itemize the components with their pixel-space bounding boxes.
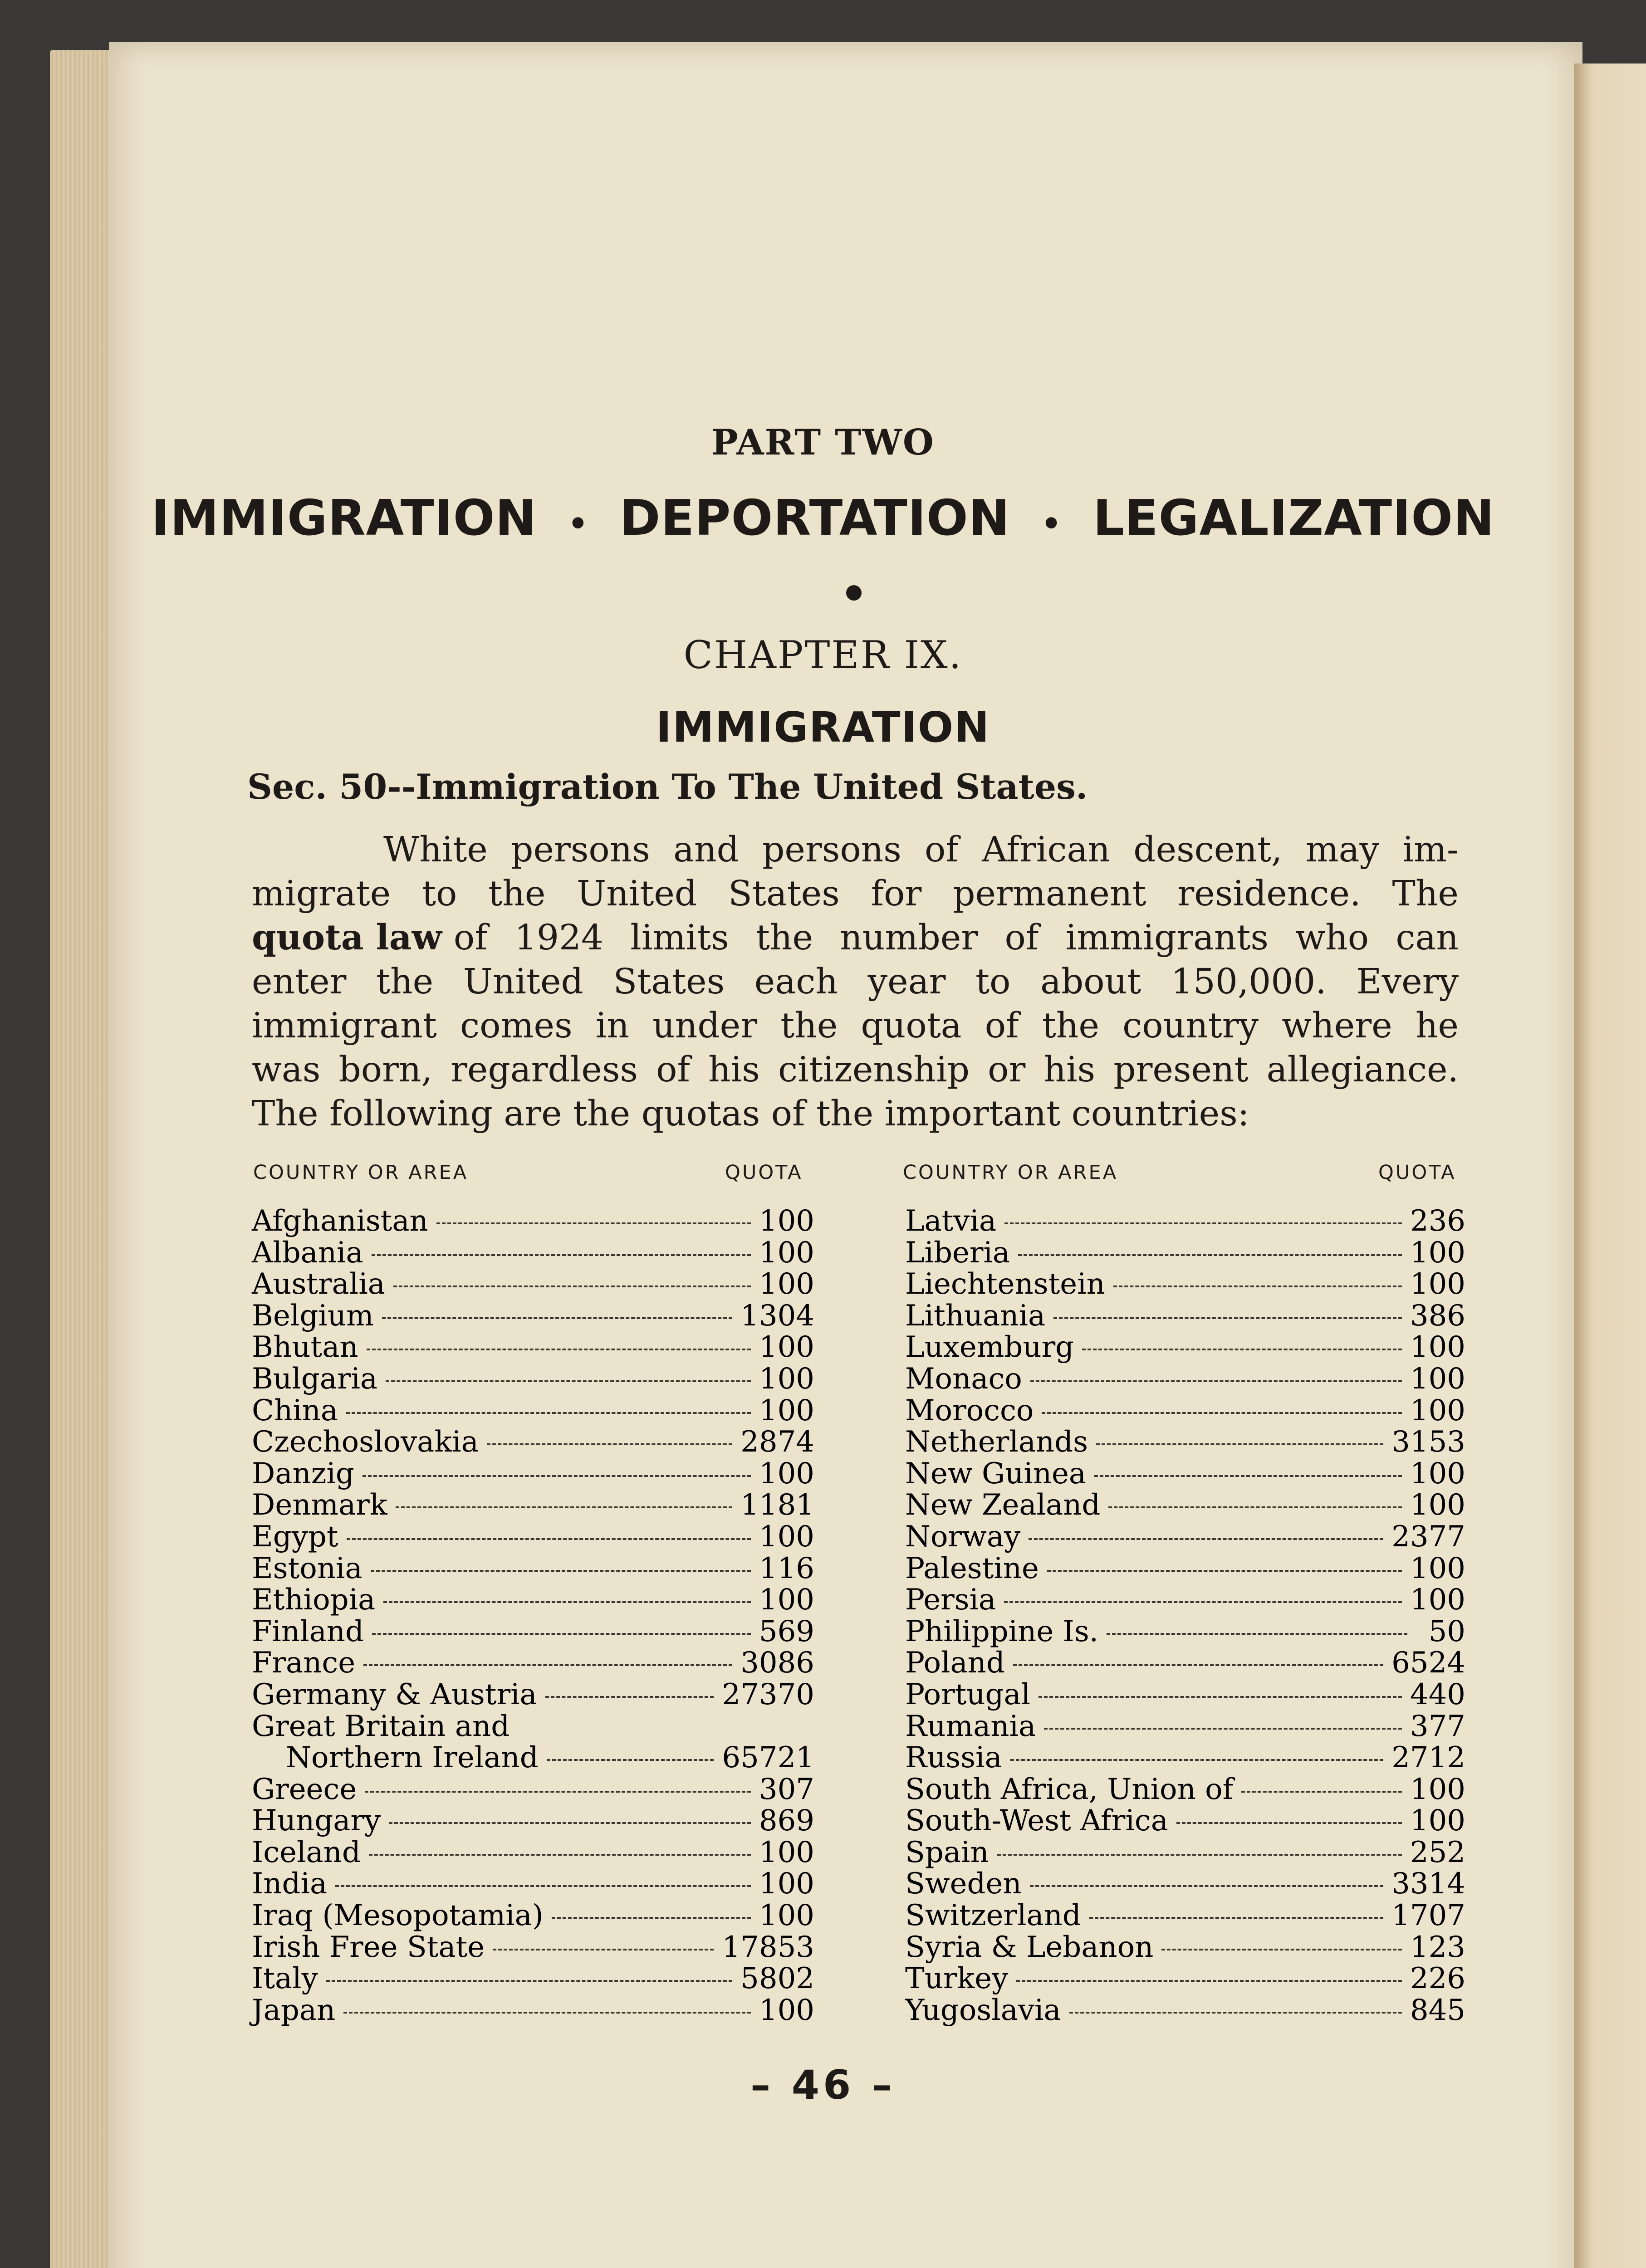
country-name: Danzig bbox=[252, 1457, 354, 1491]
leader-dots bbox=[1030, 1380, 1402, 1382]
table-row bbox=[905, 1774, 1465, 1806]
table-row bbox=[905, 1679, 1465, 1711]
leader-dots bbox=[386, 1380, 751, 1382]
country-name: Spain bbox=[905, 1835, 989, 1869]
leader-dots bbox=[547, 1759, 714, 1761]
leader-dots bbox=[393, 1286, 751, 1287]
country-name: China bbox=[252, 1393, 338, 1427]
country-name: Irish Free State bbox=[252, 1930, 485, 1964]
leader-dots bbox=[1108, 1506, 1402, 1508]
quota-value: 2712 bbox=[1391, 1741, 1465, 1775]
country-name: Sweden bbox=[905, 1867, 1022, 1901]
quota-value: 252 bbox=[1410, 1835, 1465, 1869]
leader-dots bbox=[1004, 1222, 1402, 1224]
country-name: Afghanistan bbox=[252, 1204, 428, 1238]
decorative-bullet bbox=[846, 585, 862, 601]
table-row bbox=[905, 1206, 1465, 1237]
table-row bbox=[252, 1521, 814, 1553]
table-row bbox=[905, 1868, 1465, 1900]
country-name: Monaco bbox=[905, 1362, 1022, 1396]
leader-dots bbox=[367, 1349, 751, 1350]
leader-dots bbox=[436, 1222, 751, 1224]
country-name: Poland bbox=[905, 1646, 1005, 1680]
table-row bbox=[905, 1742, 1465, 1774]
table-row bbox=[252, 1932, 814, 1964]
leader-dots bbox=[1042, 1412, 1401, 1414]
table-row bbox=[905, 1553, 1465, 1585]
leader-dots bbox=[383, 1601, 751, 1603]
country-name: Liechtenstein bbox=[905, 1267, 1105, 1301]
quota-value: 100 bbox=[1410, 1330, 1465, 1364]
country-name: Albania bbox=[252, 1236, 363, 1270]
table-row bbox=[252, 1742, 814, 1774]
leader-dots bbox=[371, 1570, 751, 1572]
paragraph-line: immigrant comes in under the quota of the country where he bbox=[252, 1006, 1459, 1046]
leader-dots bbox=[493, 1949, 714, 1950]
leader-dots bbox=[1016, 1980, 1402, 1982]
country-name: Netherlands bbox=[905, 1425, 1088, 1459]
leader-dots bbox=[346, 1412, 751, 1414]
leader-dots bbox=[382, 1317, 732, 1319]
country-name: Russia bbox=[905, 1741, 1002, 1775]
right-col-header-quota: QUOTA bbox=[1378, 1161, 1456, 1184]
country-name: Iraq (Mesopotamia) bbox=[252, 1899, 544, 1933]
leader-dots bbox=[1113, 1286, 1402, 1287]
quota-value: 100 bbox=[1410, 1488, 1465, 1522]
leader-dots bbox=[1030, 1885, 1384, 1887]
table-row bbox=[905, 1490, 1465, 1521]
country-name: France bbox=[252, 1646, 356, 1680]
table-row bbox=[252, 1300, 814, 1332]
left-quota-table bbox=[252, 1206, 814, 2026]
leader-dots bbox=[1241, 1791, 1402, 1793]
table-row bbox=[905, 1616, 1465, 1648]
quota-value: 100 bbox=[759, 1393, 814, 1427]
table-row bbox=[252, 1364, 814, 1395]
leader-dots bbox=[1018, 1254, 1402, 1256]
quota-value: 100 bbox=[759, 1204, 814, 1238]
leader-dots bbox=[363, 1475, 751, 1477]
table-row bbox=[252, 1774, 814, 1806]
leader-dots bbox=[1082, 1349, 1402, 1350]
country-name: New Guinea bbox=[905, 1457, 1087, 1491]
country-name: Iceland bbox=[252, 1835, 361, 1869]
paragraph-line: White persons and persons of African descent, may im- bbox=[383, 830, 1459, 870]
quota-value: 100 bbox=[759, 1457, 814, 1491]
table-row bbox=[905, 1332, 1465, 1364]
quota-value: 3314 bbox=[1391, 1867, 1465, 1901]
quota-value: 1304 bbox=[740, 1299, 814, 1333]
leader-dots bbox=[1069, 2012, 1402, 2014]
quota-value: 569 bbox=[759, 1614, 814, 1648]
country-name: Great Britain and bbox=[252, 1709, 510, 1743]
table-row bbox=[252, 1995, 814, 2027]
table-row bbox=[905, 1521, 1465, 1553]
leader-dots bbox=[1029, 1538, 1383, 1540]
part-title: PART TWO bbox=[711, 422, 935, 463]
country-name: Turkey bbox=[905, 1962, 1009, 1996]
heading-word-immigration: IMMIGRATION bbox=[151, 490, 537, 547]
leader-dots bbox=[997, 1854, 1402, 1856]
leader-dots bbox=[1039, 1696, 1402, 1698]
leader-dots bbox=[1004, 1601, 1402, 1603]
leader-dots bbox=[487, 1443, 732, 1445]
country-name: Northern Ireland bbox=[286, 1741, 539, 1775]
country-name: Latvia bbox=[905, 1204, 997, 1238]
chapter-number: CHAPTER IX. bbox=[683, 633, 963, 677]
table-row bbox=[252, 1458, 814, 1490]
table-row bbox=[905, 1458, 1465, 1490]
leader-dots bbox=[1161, 1949, 1402, 1950]
facing-page-edge bbox=[1574, 64, 1646, 2268]
left-col-header-country: COUNTRY OR AREA bbox=[253, 1161, 469, 1184]
quota-value: 100 bbox=[1410, 1551, 1465, 1585]
table-row bbox=[252, 1616, 814, 1648]
table-row bbox=[905, 1584, 1465, 1616]
country-name: Germany & Austria bbox=[252, 1677, 537, 1711]
table-row bbox=[252, 1206, 814, 1237]
bullet-separator: • bbox=[1041, 505, 1062, 543]
leader-dots bbox=[1094, 1475, 1402, 1477]
country-name: Norway bbox=[905, 1520, 1021, 1554]
bullet-separator: • bbox=[568, 505, 589, 543]
quota-value: 307 bbox=[759, 1772, 814, 1806]
leader-dots bbox=[396, 1506, 733, 1508]
table-row bbox=[905, 1395, 1465, 1427]
section-heading: Sec. 50--Immigration To The United States. bbox=[247, 767, 1088, 807]
country-name: Luxemburg bbox=[905, 1330, 1074, 1364]
country-name: Bhutan bbox=[252, 1330, 358, 1364]
table-row bbox=[252, 1237, 814, 1269]
leader-dots bbox=[326, 1980, 732, 1982]
bold-phrase: quota law bbox=[252, 917, 442, 958]
table-row bbox=[905, 1805, 1465, 1837]
table-row bbox=[252, 1332, 814, 1364]
country-name: Philippine Is. bbox=[905, 1614, 1098, 1648]
quota-value: 100 bbox=[759, 1236, 814, 1270]
table-row bbox=[252, 1427, 814, 1458]
leader-dots bbox=[389, 1822, 751, 1824]
quota-value: 100 bbox=[759, 1583, 814, 1617]
quota-value: 5802 bbox=[740, 1962, 814, 1996]
quota-value: 386 bbox=[1410, 1299, 1465, 1333]
table-row bbox=[252, 1269, 814, 1300]
table-row bbox=[252, 1963, 814, 1995]
leader-dots bbox=[369, 1854, 751, 1856]
country-name: Portugal bbox=[905, 1677, 1031, 1711]
table-row bbox=[252, 1679, 814, 1711]
leader-dots bbox=[1010, 1759, 1383, 1761]
leader-dots bbox=[1096, 1443, 1383, 1445]
table-row bbox=[905, 1427, 1465, 1458]
quota-value: 226 bbox=[1410, 1962, 1465, 1996]
leader-dots bbox=[347, 1538, 751, 1540]
quota-value: 100 bbox=[1410, 1583, 1465, 1617]
quota-value: 100 bbox=[759, 1362, 814, 1396]
quota-value: 100 bbox=[1410, 1267, 1465, 1301]
quota-value: 100 bbox=[1410, 1804, 1465, 1838]
quota-value: 6524 bbox=[1391, 1646, 1465, 1680]
quota-value: 440 bbox=[1410, 1677, 1465, 1711]
country-name: South-West Africa bbox=[905, 1804, 1168, 1838]
quota-value: 116 bbox=[759, 1551, 814, 1585]
leader-dots bbox=[1176, 1822, 1402, 1824]
heading-word-deportation: DEPORTATION bbox=[619, 490, 1010, 547]
quota-value: 236 bbox=[1410, 1204, 1465, 1238]
quota-value: 123 bbox=[1410, 1930, 1465, 1964]
right-col-header-country: COUNTRY OR AREA bbox=[903, 1161, 1118, 1184]
quota-value: 2874 bbox=[740, 1425, 814, 1459]
paragraph-line: The following are the quotas of the important countries: bbox=[252, 1094, 1249, 1134]
quota-value: 100 bbox=[1410, 1457, 1465, 1491]
chapter-title: IMMIGRATION bbox=[656, 703, 990, 752]
country-name: Bulgaria bbox=[252, 1362, 378, 1396]
right-quota-table bbox=[905, 1206, 1465, 2026]
quota-value: 3153 bbox=[1391, 1425, 1465, 1459]
country-name: Italy bbox=[252, 1962, 318, 1996]
paragraph-line: migrate to the United States for permanent residence. The bbox=[252, 874, 1459, 914]
country-name: Persia bbox=[905, 1583, 996, 1617]
table-row bbox=[905, 1269, 1465, 1300]
country-name: Estonia bbox=[252, 1551, 363, 1585]
table-row bbox=[252, 1711, 814, 1743]
table-row bbox=[905, 1900, 1465, 1932]
leader-dots bbox=[1053, 1317, 1402, 1319]
country-name: Hungary bbox=[252, 1804, 381, 1838]
table-row bbox=[252, 1805, 814, 1837]
table-row bbox=[905, 1711, 1465, 1743]
leader-dots bbox=[343, 2012, 751, 2014]
leader-dots bbox=[363, 1664, 732, 1666]
country-name: India bbox=[252, 1867, 328, 1901]
quota-value: 100 bbox=[759, 1330, 814, 1364]
quota-value: 100 bbox=[1410, 1393, 1465, 1427]
table-row bbox=[905, 1932, 1465, 1964]
country-name: Czechoslovakia bbox=[252, 1425, 479, 1459]
country-name: Egypt bbox=[252, 1520, 338, 1554]
main-heading bbox=[0, 490, 1646, 547]
table-row bbox=[252, 1395, 814, 1427]
table-row bbox=[252, 1584, 814, 1616]
table-row bbox=[905, 1995, 1465, 2027]
quota-value: 100 bbox=[759, 1993, 814, 2027]
quota-value: 50 bbox=[1428, 1614, 1465, 1648]
country-name: Yugoslavia bbox=[905, 1993, 1061, 2027]
quota-value: 100 bbox=[759, 1899, 814, 1933]
country-name: Palestine bbox=[905, 1551, 1039, 1585]
quota-value: 17853 bbox=[722, 1930, 814, 1964]
country-name: Switzerland bbox=[905, 1899, 1081, 1933]
quota-value: 100 bbox=[1410, 1362, 1465, 1396]
leader-dots bbox=[545, 1696, 714, 1698]
country-name: Lithuania bbox=[905, 1299, 1046, 1333]
leader-dots bbox=[552, 1917, 751, 1919]
quota-value: 869 bbox=[759, 1804, 814, 1838]
left-col-header-quota: QUOTA bbox=[725, 1161, 803, 1184]
country-name: Liberia bbox=[905, 1236, 1010, 1270]
leader-dots bbox=[1044, 1728, 1402, 1730]
table-row bbox=[905, 1647, 1465, 1679]
paragraph-line bbox=[252, 916, 1459, 960]
country-name: Finland bbox=[252, 1614, 364, 1648]
leader-dots bbox=[372, 1633, 751, 1635]
country-name: Australia bbox=[252, 1267, 385, 1301]
country-name: Belgium bbox=[252, 1299, 374, 1333]
country-name: Rumania bbox=[905, 1709, 1036, 1743]
country-name: Japan bbox=[252, 1993, 336, 2027]
table-row bbox=[252, 1647, 814, 1679]
paragraph-line: was born, regardless of his citizenship or his present allegiance. bbox=[252, 1050, 1459, 1090]
table-row bbox=[252, 1900, 814, 1932]
leader-dots bbox=[1013, 1664, 1383, 1666]
heading-word-legalization: LEGALIZATION bbox=[1093, 490, 1495, 547]
quota-value: 845 bbox=[1410, 1993, 1465, 2027]
leader-dots bbox=[1047, 1570, 1402, 1572]
quota-value: 100 bbox=[759, 1267, 814, 1301]
leader-dots bbox=[1107, 1633, 1407, 1635]
country-name: Morocco bbox=[905, 1393, 1034, 1427]
quota-value: 1707 bbox=[1391, 1899, 1465, 1933]
table-row bbox=[252, 1553, 814, 1585]
paragraph-line: enter the United States each year to about 150,000. Every bbox=[252, 962, 1459, 1002]
quota-value: 100 bbox=[759, 1835, 814, 1869]
quota-value: 100 bbox=[1410, 1236, 1465, 1270]
table-row bbox=[905, 1963, 1465, 1995]
table-row bbox=[252, 1868, 814, 1900]
quota-value: 100 bbox=[759, 1520, 814, 1554]
paragraph-line-text: of 1924 limits the number of immigrants who can bbox=[453, 918, 1459, 958]
quota-value: 100 bbox=[759, 1867, 814, 1901]
quota-value: 377 bbox=[1410, 1709, 1465, 1743]
table-row bbox=[252, 1837, 814, 1869]
leader-dots bbox=[335, 1885, 751, 1887]
table-row bbox=[905, 1237, 1465, 1269]
leader-dots bbox=[365, 1791, 751, 1793]
country-name: Syria & Lebanon bbox=[905, 1930, 1154, 1964]
quota-value: 65721 bbox=[722, 1741, 814, 1775]
leader-dots bbox=[372, 1254, 751, 1256]
country-name: Ethiopia bbox=[252, 1583, 376, 1617]
body-paragraph bbox=[252, 828, 1459, 1136]
quota-value: 2377 bbox=[1391, 1520, 1465, 1554]
table-row bbox=[252, 1490, 814, 1521]
quota-value: 1181 bbox=[740, 1488, 814, 1522]
table-row bbox=[905, 1364, 1465, 1395]
quota-value: 27370 bbox=[722, 1677, 814, 1711]
quota-value: 3086 bbox=[740, 1646, 814, 1680]
country-name: South Africa, Union of bbox=[905, 1772, 1234, 1806]
page-number: – 46 – bbox=[750, 2062, 896, 2108]
country-name: Greece bbox=[252, 1772, 357, 1806]
table-row bbox=[905, 1300, 1465, 1332]
table-row bbox=[905, 1837, 1465, 1869]
country-name: Denmark bbox=[252, 1488, 387, 1522]
country-name: New Zealand bbox=[905, 1488, 1101, 1522]
quota-value: 100 bbox=[1410, 1772, 1465, 1806]
leader-dots bbox=[1089, 1917, 1383, 1919]
